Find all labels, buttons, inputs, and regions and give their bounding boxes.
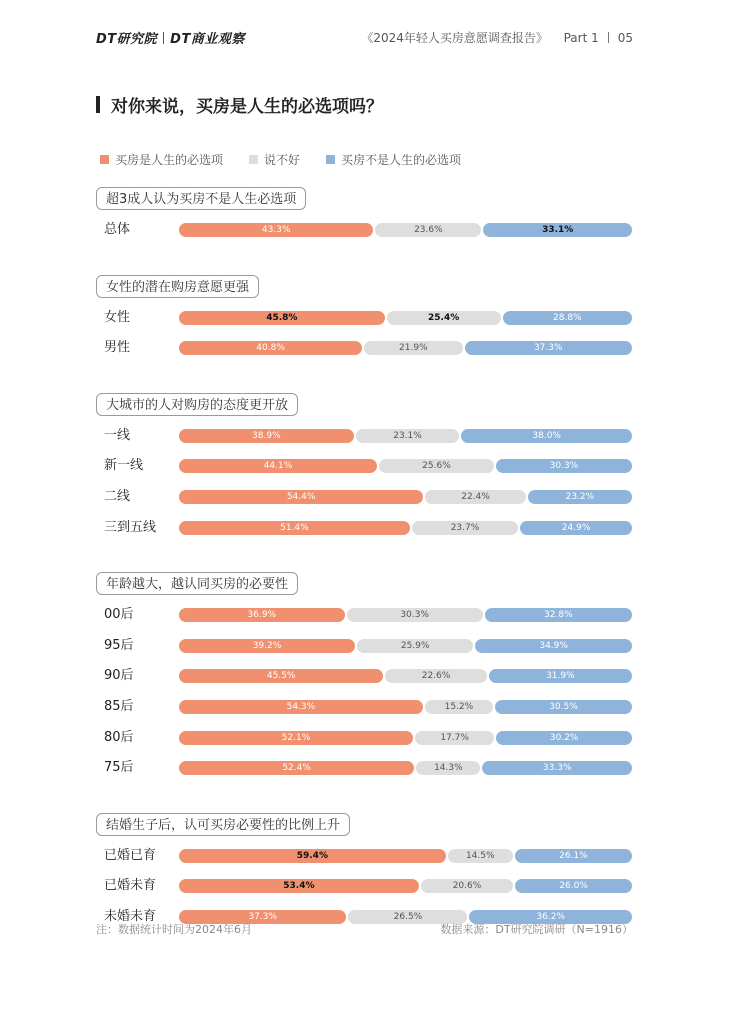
bar-segment-no: 30.5% (495, 700, 632, 714)
row-label: 80后 (104, 729, 134, 745)
bar-segment-no: 30.3% (496, 459, 632, 473)
page-header (96, 28, 633, 48)
bar-segment-neutral: 20.6% (421, 879, 513, 893)
part-label: Part 1 (563, 31, 599, 45)
bar-segment-yes: 38.9% (179, 429, 354, 443)
bar-segment-neutral: 23.7% (412, 521, 518, 535)
bar-segment-no: 26.0% (515, 879, 632, 893)
bar-segment-neutral: 17.7% (415, 731, 494, 745)
legend-label-neutral: 说不好 (264, 153, 301, 167)
row-label: 未婚未育 (104, 909, 157, 924)
row-label: 00后 (104, 607, 134, 623)
legend-item-yes (100, 151, 223, 168)
bar-segment-yes: 45.8% (179, 311, 385, 325)
row-label: 一线 (104, 427, 131, 443)
bar-segment-yes: 37.3% (179, 910, 346, 924)
bar-segment-no: 28.8% (503, 311, 632, 325)
legend-item-neutral (249, 151, 300, 168)
legend-item-no (326, 151, 461, 168)
bar-segment-neutral: 15.2% (425, 700, 493, 714)
bar-segment-yes: 36.9% (179, 608, 345, 622)
bar-segment-yes: 43.3% (179, 223, 373, 237)
section-title-age: 年龄越大，越认同买房的必要性 (96, 572, 298, 595)
legend-swatch-neutral (249, 155, 258, 164)
row-label: 90后 (104, 668, 134, 684)
bar-segment-neutral: 30.3% (347, 608, 483, 622)
bar-segment-yes: 39.2% (179, 639, 355, 653)
bar-segment-yes: 45.5% (179, 669, 383, 683)
bar-segment-yes: 52.4% (179, 761, 414, 775)
bar-segment-no: 30.2% (496, 731, 632, 745)
legend-label-yes: 买房是人生的必选项 (115, 153, 224, 167)
row-label: 新一线 (104, 458, 144, 474)
bar-segment-yes: 54.3% (179, 700, 423, 714)
bar-segment-neutral: 22.4% (425, 490, 526, 504)
row-label: 75后 (104, 760, 134, 776)
brand-logo (96, 28, 245, 47)
bar-segment-yes: 53.4% (179, 879, 419, 893)
row-label: 男性 (104, 340, 131, 356)
legend-swatch-yes (100, 155, 109, 164)
bar-segment-neutral: 23.6% (375, 223, 481, 237)
bar-segment-no: 31.9% (489, 669, 632, 683)
logo-dt-research: DT研究院 (96, 32, 158, 47)
bar-segment-no: 37.3% (465, 341, 632, 355)
bar-segment-neutral: 21.9% (364, 341, 462, 355)
bar-segment-no: 26.1% (515, 849, 632, 863)
section-title-marital: 结婚生子后，认可买房必要性的比例上升 (96, 813, 350, 836)
bar-segment-neutral: 25.6% (379, 459, 494, 473)
row-label: 三到五线 (104, 519, 157, 535)
footer-note: 注：数据统计时间为2024年6月 (96, 923, 252, 936)
section-title-gender: 女性的潜在购房意愿更强 (96, 275, 259, 298)
header-divider (608, 32, 609, 43)
bar-segment-neutral: 25.9% (357, 639, 473, 653)
bar-segment-no: 36.2% (469, 910, 632, 924)
bar-segment-no: 33.3% (482, 761, 632, 775)
page-number: 05 (617, 31, 633, 45)
bar-segment-no: 33.1% (483, 223, 632, 237)
row-label: 二线 (104, 489, 131, 504)
legend-swatch-no (326, 155, 335, 164)
row-label: 95后 (104, 637, 134, 653)
row-label: 总体 (104, 222, 131, 237)
bar-segment-no: 24.9% (520, 521, 632, 535)
legend-label-no: 买房不是人生的必选项 (341, 153, 462, 167)
report-title: 《2024年轻人买房意愿调查报告》 (361, 31, 548, 45)
logo-dt-business: DT商业观察 (170, 32, 245, 47)
row-label: 女性 (104, 309, 131, 325)
bar-segment-yes: 51.4% (179, 521, 410, 535)
row-label: 已婚已育 (104, 847, 157, 863)
bar-segment-no: 23.2% (528, 490, 632, 504)
report-info (361, 29, 633, 46)
bar-segment-neutral: 14.5% (448, 849, 513, 863)
row-label: 已婚未育 (104, 878, 157, 894)
bar-segment-no: 32.8% (485, 608, 632, 622)
bar-segment-neutral: 14.3% (416, 761, 480, 775)
logo-divider (163, 32, 164, 44)
page-title (96, 92, 383, 117)
bar-segment-yes: 44.1% (179, 459, 377, 473)
footer-source: 数据来源：DT研究院调研（N=1916） (440, 923, 633, 936)
bar-segment-neutral: 23.1% (356, 429, 460, 443)
bar-segment-yes: 59.4% (179, 849, 446, 863)
bar-segment-neutral: 25.4% (387, 311, 501, 325)
page-title-text: 对你来说，买房是人生的必选项吗？ (111, 97, 383, 117)
bar-segment-neutral: 26.5% (348, 910, 467, 924)
bar-segment-no: 38.0% (461, 429, 632, 443)
bar-segment-no: 34.9% (475, 639, 632, 653)
section-title-city-tier: 大城市的人对购房的态度更开放 (96, 393, 298, 416)
bar-segment-neutral: 22.6% (385, 669, 486, 683)
title-accent-bar (96, 96, 100, 113)
bar-segment-yes: 52.1% (179, 731, 413, 745)
bar-segment-yes: 54.4% (179, 490, 423, 504)
section-title-overall: 超3成人认为买房不是人生必选项 (96, 187, 306, 210)
bar-segment-yes: 40.8% (179, 341, 362, 355)
chart-legend (100, 151, 487, 168)
row-label: 85后 (104, 699, 134, 714)
